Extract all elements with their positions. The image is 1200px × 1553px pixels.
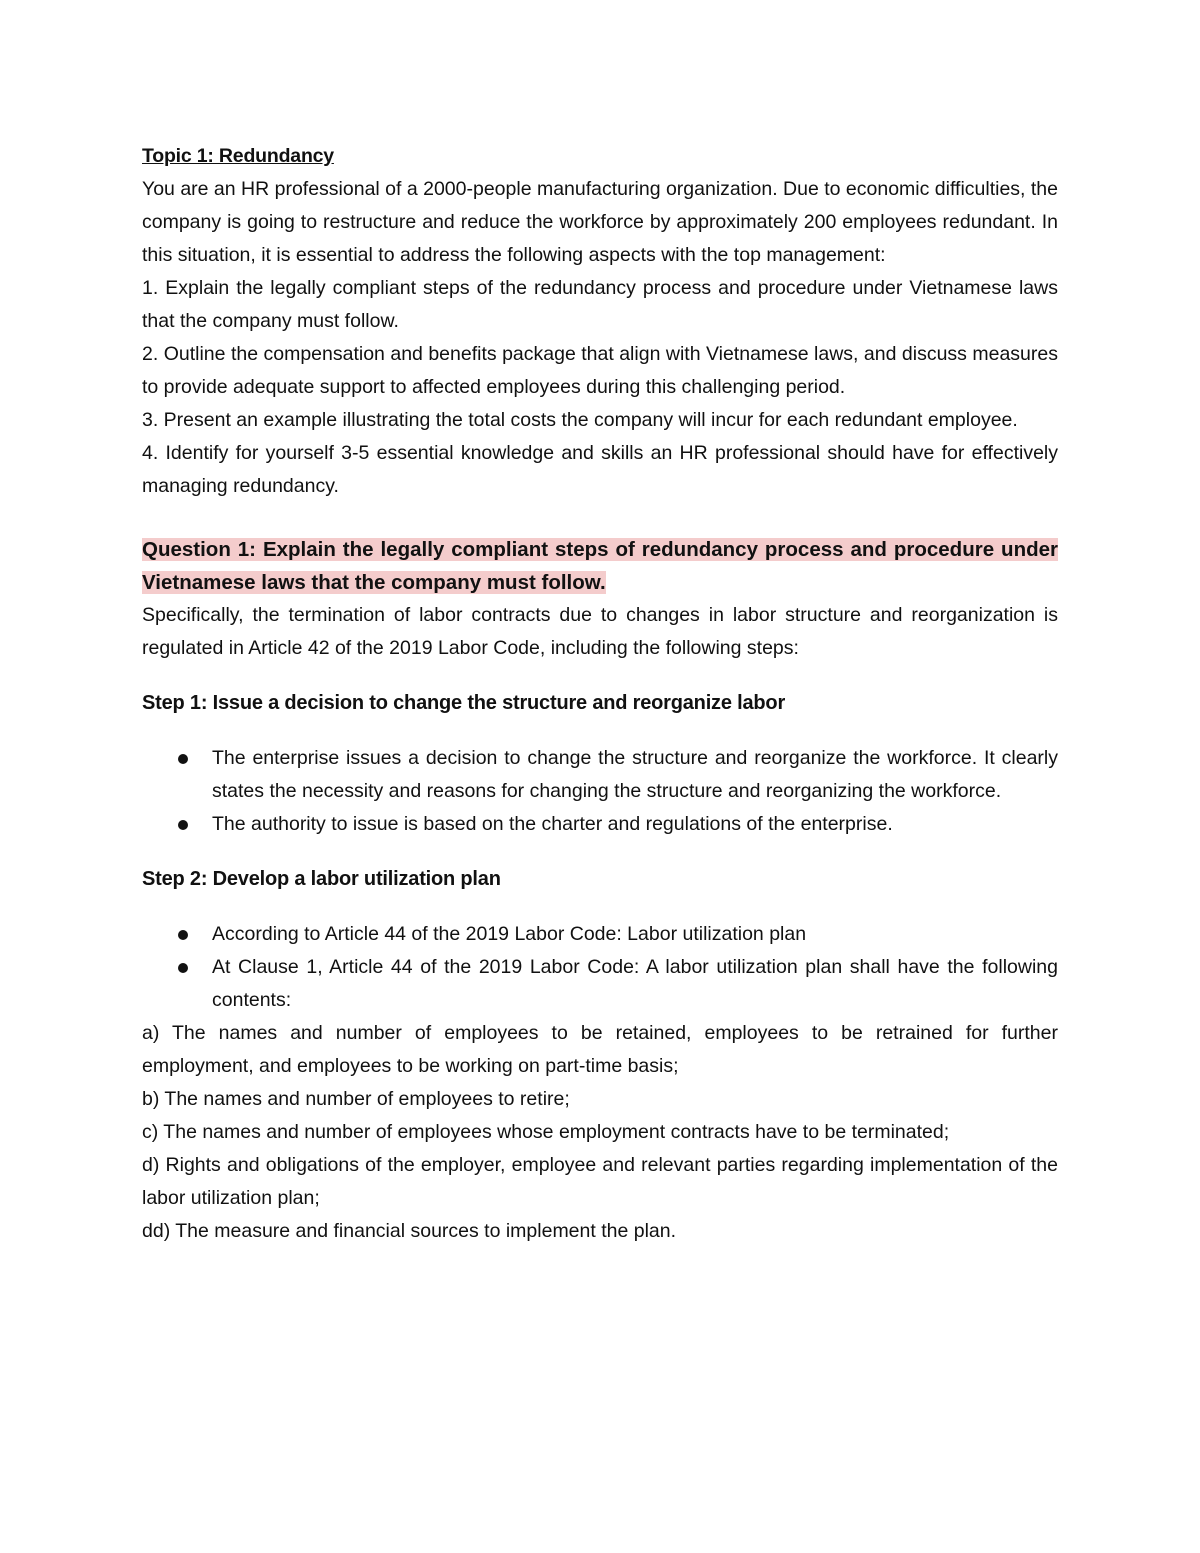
- plan-content-d: d) Rights and obligations of the employer, employee and relevant parties regarding implementation of the labor utilization plan;: [142, 1154, 1058, 1209]
- list-item: [142, 742, 1058, 808]
- topic-item-3: 3. Present an example illustrating the total costs the company will incur for each redundant employee.: [142, 409, 1018, 431]
- step-1-heading: Step 1: Issue a decision to change the structure and reorganize labor: [142, 692, 786, 714]
- step-2-bullet-list: [142, 918, 1058, 1017]
- plan-content-b: b) The names and number of employees to retire;: [142, 1088, 570, 1110]
- topic-item-4: 4. Identify for yourself 3-5 essential knowledge and skills an HR professional should have for effectively managing redundancy.: [142, 442, 1058, 497]
- bullet-text: The authority to issue is based on the charter and regulations of the enterprise.: [212, 813, 893, 835]
- bullet-icon: [178, 754, 188, 764]
- bullet-icon: [178, 963, 188, 973]
- bullet-text: According to Article 44 of the 2019 Labor Code: Labor utilization plan: [212, 923, 807, 945]
- topic-intro: You are an HR professional of a 2000-people manufacturing organization. Due to economic difficulties, the company is going to restructure and reduce the workforce by approximately 200 employees redundant. In this situation, it is essential to address the following aspects with the top management:: [142, 178, 1058, 266]
- plan-content-a: a) The names and number of employees to be retained, employees to be retrained for further employment, and employees to be working on part-time basis;: [142, 1022, 1058, 1077]
- plan-content-dd: dd) The measure and financial sources to implement the plan.: [142, 1220, 677, 1242]
- list-item: [142, 808, 1058, 841]
- bullet-icon: [178, 820, 188, 830]
- list-item: [142, 951, 1058, 1017]
- document-page: [142, 140, 1058, 1248]
- topic-title: Topic 1: Redundancy: [142, 145, 334, 167]
- list-item: [142, 918, 1058, 951]
- topic-item-1: 1. Explain the legally compliant steps of the redundancy process and procedure under Vietnamese laws that the company must follow.: [142, 277, 1058, 332]
- question-1-intro: Specifically, the termination of labor contracts due to changes in labor structure and reorganization is regulated in Article 42 of the 2019 Labor Code, including the following steps:: [142, 604, 1058, 659]
- bullet-icon: [178, 930, 188, 940]
- step-1-bullet-list: [142, 742, 1058, 841]
- topic-title-line: [142, 140, 1058, 173]
- bullet-text: At Clause 1, Article 44 of the 2019 Labor Code: A labor utilization plan shall have the following contents:: [212, 956, 1058, 1011]
- plan-content-c: c) The names and number of employees whose employment contracts have to be terminated;: [142, 1121, 950, 1143]
- step-2-heading: Step 2: Develop a labor utilization plan: [142, 868, 501, 890]
- bullet-text: The enterprise issues a decision to change the structure and reorganize the workforce. It clearly states the necessity and reasons for changing the structure and reorganizing the workforce.: [212, 747, 1058, 802]
- question-1-heading: [142, 533, 1058, 599]
- question-1-title: Question 1: Explain the legally compliant steps of redundancy process and procedure under Vietnamese laws that the company must follow.: [142, 538, 1058, 594]
- topic-item-2: 2. Outline the compensation and benefits package that align with Vietnamese laws, and discuss measures to provide adequate support to affected employees during this challenging period.: [142, 343, 1058, 398]
